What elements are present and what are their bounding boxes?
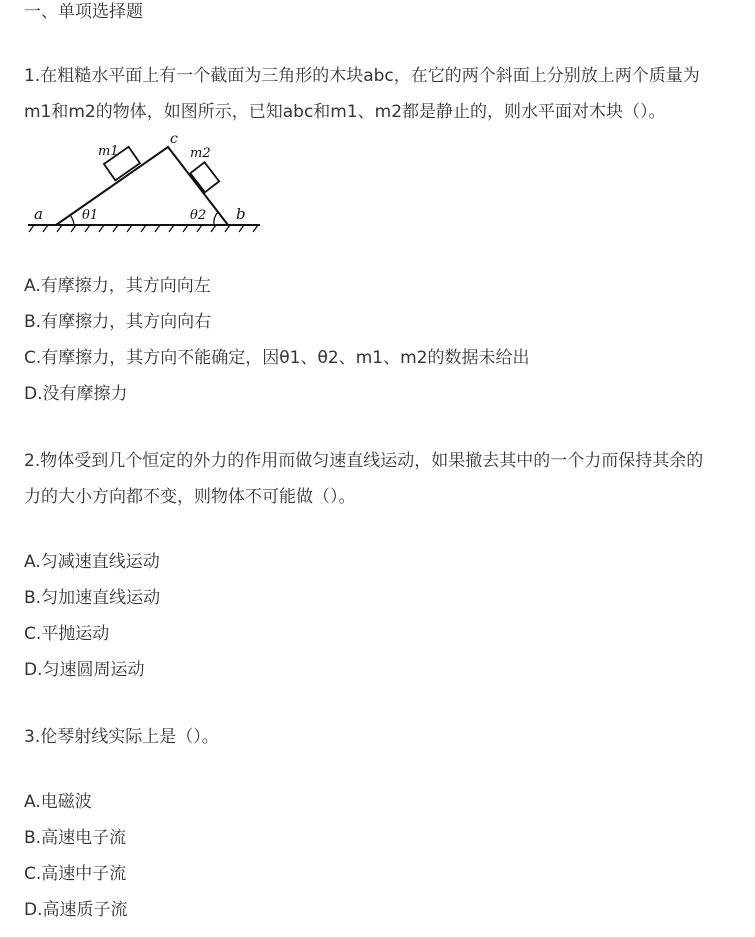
label-b: b: [236, 205, 246, 223]
inclined-block-diagram: [28, 133, 264, 235]
question-1-stem-line-2: m1和m2的物体，如图所示，已知abc和m1、m2都是静止的，则水平面对木块（）。: [24, 102, 666, 122]
label-c: c: [170, 133, 178, 147]
question-1-option-a: A.有摩擦力，其方向向左: [24, 276, 211, 296]
label-a: a: [34, 205, 43, 223]
block-m2: [190, 162, 219, 192]
question-1-option-d: D.没有摩擦力: [24, 384, 128, 404]
label-m1: m1: [98, 144, 119, 159]
question-3-option-a: A.电磁波: [24, 792, 92, 812]
question-2-stem-line-2: 力的大小方向都不变，则物体不可能做（）。: [24, 487, 356, 507]
question-3-stem-line-1: 3.伦琴射线实际上是（）。: [24, 727, 219, 747]
ground-hatching: [29, 225, 258, 232]
label-theta1: θ1: [82, 208, 99, 223]
label-theta2: θ2: [190, 208, 207, 223]
angle-arc-theta1: [70, 215, 74, 225]
question-3-option-d: D.高速质子流: [24, 900, 128, 920]
question-3-option-c: C.高速中子流: [24, 864, 127, 884]
question-2-option-c: C.平抛运动: [24, 624, 110, 644]
question-1-option-c: C.有摩擦力，其方向不能确定，因θ1、θ2、m1、m2的数据未给出: [24, 348, 530, 368]
section-title: 一、单项选择题: [24, 2, 143, 22]
question-1-option-b: B.有摩擦力，其方向向右: [24, 312, 212, 332]
angle-arc-theta2: [214, 212, 218, 225]
question-2-stem-line-1: 2.物体受到几个恒定的外力的作用而做匀速直线运动，如果撤去其中的一个力而保持其余的: [24, 451, 704, 471]
question-2-option-b: B.匀加速直线运动: [24, 588, 161, 608]
question-1-stem-line-1: 1.在粗糙水平面上有一个截面为三角形的木块abc，在它的两个斜面上分别放上两个质量为: [24, 66, 700, 86]
question-2-option-a: A.匀减速直线运动: [24, 552, 160, 572]
label-m2: m2: [190, 146, 211, 161]
question-3-option-b: B.高速电子流: [24, 828, 127, 848]
question-2-option-d: D.匀速圆周运动: [24, 660, 145, 680]
